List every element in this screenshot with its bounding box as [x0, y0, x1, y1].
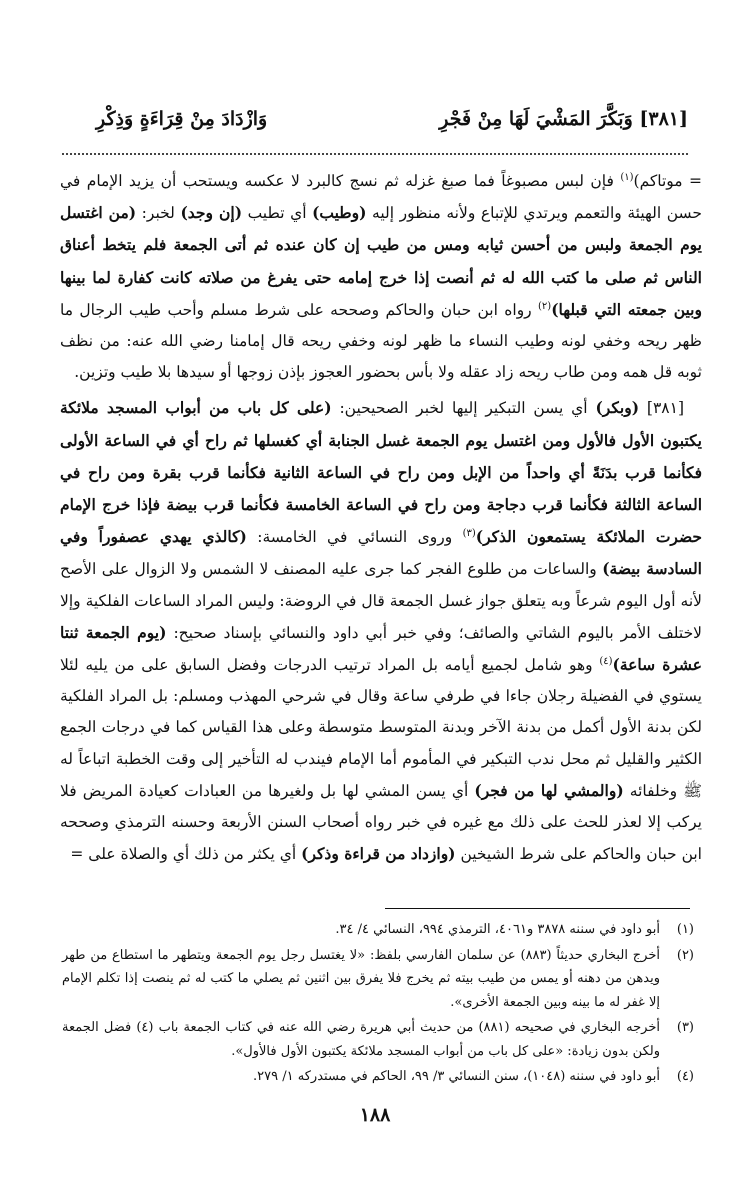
footnote-text: أبو داود في سننه (١٠٤٨)، سنن النسائي ٣/ ٩٩، الحاكم في مستدركه ١/ ٢٧٩.	[253, 1069, 660, 1084]
verse-second-hemistich: وَازْدَادَ مِنْ قِرَاءَةٍ وَذِكْرِ	[96, 108, 268, 130]
commentary-body	[60, 166, 702, 870]
footnote-ref-4: (٤)	[599, 655, 613, 667]
paragraph-2: [٣٨١] (وبكر) أي يسن التبكير إليها لخبر الصحيحين: (على كل باب من أبواب المسجد ملائكة يكتبون الأول فالأول ومن اغتسل يوم الجمعة غسل الجنابة أي كغسلها ثم راح أي في الساعة الأولى فكأنما قرب بدَنَةً أي واحداً من الإبل ومن راح في الساعة الثانية فكأنما قرب بقرة ومن راح في الساعة الثالثة فكأنما قرب دجاجة ومن راح في الساعة الخامسة فكأنما قرب بيضة فإذا خرج الإمام حضرت الملائكة يستمعون الذكر)$^{(٣)}$ وروى النسائي في الخامسة: (كالذي يهدي عصفوراً وفي السادسة بيضة) والساعات من طلوع الفجر كما جرى عليه المصنف لا الشمس ولا الزوال على الأصح لأنه أول اليوم شرعاً وبه يتعلق جواز غسل الجمعة قال في الروضة: وليس المراد الساعات الفلكية وإلا لاختلف الأمر باليوم الشاتي والصائف؛ وفي خبر أبي داود والنسائي بإسناد صحيح: (يوم الجمعة ثنتا عشرة ساعة)$^{(٤)}$ وهو شامل لجميع أيامه بل المراد ترتيب الدرجات وفضل السابق على من يليه لئلا يستوي في الفضيلة رجلان جاءا في طرفي ساعة وقال في شرحي المهذب ومسلم: بل المراد الفلكية لكن بدنة الأول أكمل من بدنة الآخر وبدنة المتوسط متوسطة وعلى هذا القياس كما في درجات الجمع الكثير والقليل ثم محل ندب التبكير في المأموم أما الإمام فيندب له التأخير إلى وقت الخطبة اتباعاً له ﷺ وخلفائه (والمشي لها من فجر) أي يسن المشي لها بل ولغيرها من العبادات كعيادة المريض فلا يركب إلا لعذر للحث على ذلك مع غيره في خبر رواه أصحاب السنن الأربعة وحسنه الترمذي وصححه ابن حبان والحاكم على شرط الشيخين (وازداد من قراءة وذكر) أي يكثر من ذلك أي والصلاة على =	[60, 398, 703, 864]
footnote	[62, 944, 694, 1015]
hadith-quote: (على كل باب من أبواب المسجد ملائكة يكتبون الأول فالأول ومن اغتسل يوم الجمعة غسل الجنابة أي كغسلها ثم راح أي في الساعة الأولى فكأنما قرب بدَنَةً أي واحداً من الإبل ومن راح في الساعة الثانية فكأنما قرب بقرة ومن راح في الساعة الثالثة فكأنما قرب دجاجة ومن راح في الساعة الخامسة فكأنما قرب بيضة فإذا خرج الإمام حضرت الملائكة يستمعون الذكر)	[60, 398, 702, 547]
footnote-text: أبو داود في سننه ٣٨٧٨ و٤٠٦١، الترمذي ٩٩٤، النسائي ٤/ ٣٤.	[335, 922, 660, 937]
verse-first-hemistich: [٣٨١] وَبَكَّرَ المَشْيَ لَهَا مِنْ فَجْرِ	[439, 108, 688, 130]
footnote-ref-1: (١)	[620, 171, 634, 183]
footnote	[62, 1065, 694, 1089]
page-number: ١٨٨	[359, 1104, 391, 1126]
footnotes	[62, 918, 694, 1091]
footnote-ref-3: (٣)	[462, 528, 476, 540]
footnote-number: (١)	[676, 922, 694, 937]
hadith-quote: (من اغتسل يوم الجمعة ولبس من أحسن ثيابه ومس من طيب إن كان عنده ثم أتى الجمعة فلم يتخط أعناق الناس ثم صلى ما كتب الله له ثم أنصت إذا خرج إمامه حتى يفرغ من صلاته كانت كفارة لما بينها وبين جمعته التي قبلها)	[60, 203, 702, 319]
paragraph-1: = موتاكم)$^{(١)}$ فإن لبس مصبوغاً فما صبغ غزله ثم نسج كالبرد لا عكسه ويستحب أن يزيد الإمام في حسن الهيئة والتعمم ويرتدي للإتباع ولأنه منظور إليه (وطيب) أي تطيب (إن وجد) لخبر: (من اغتسل يوم الجمعة ولبس من أحسن ثيابه ومس من طيب إن كان عنده ثم أتى الجمعة فلم يتخط أعناق الناس ثم صلى ما كتب الله له ثم أنصت إذا خرج إمامه حتى يفرغ من صلاته كانت كفارة لما بينها وبين جمعته التي قبلها)$^{(٢)}$ رواه ابن حبان والحاكم وصححه على شرط مسلم وأحب طيب الرجال ما ظهر ريحه وخفي لونه وطيب النساء ما ظهر لونه وخفي ريحه قال إمامنا رضي الله عنه: من نظف ثوبه قل همه ومن طاب ريحه زاد عقله ولا بأس بحضور العجوز بإذن زوجها أو سيدها بلا طيب وتزين.	[60, 171, 702, 382]
footnote-number: (٤)	[676, 1069, 694, 1084]
footnote-number: (٢)	[676, 947, 694, 963]
footnote	[62, 918, 694, 942]
verse-header	[96, 96, 688, 142]
footnote-text: أخرجه البخاري في صحيحه (٨٨١) من حديث أبي هريرة رضي الله عنه في كتاب الجمعة باب (٤) فضل الجمعة ولكن بدون زيادة: «على كل باب من أبواب المسجد ملائكة يكتبون الأول فالأول».	[62, 1020, 660, 1059]
footnote	[62, 1016, 694, 1063]
footnote-rule	[385, 908, 690, 909]
dotted-separator	[62, 153, 688, 155]
footnote-text: أخرج البخاري حديثاً (٨٨٣) عن سلمان الفارسي بلفظ: «لا يغتسل رجل يوم الجمعة ويتطهر ما استطاع من طهر ويدهن من دهنه أو يمس من طيب بيته ثم يخرج فلا يفرق بين اثنين ثم يصلي ما كتب له ثم ينصت إذا تكلم الإمام إلا غفر له ما بينه وبين الجمعة الأخرى».	[62, 947, 660, 1010]
footnote-number: (٣)	[676, 1020, 694, 1035]
footnote-ref-2: (٢)	[538, 300, 552, 312]
